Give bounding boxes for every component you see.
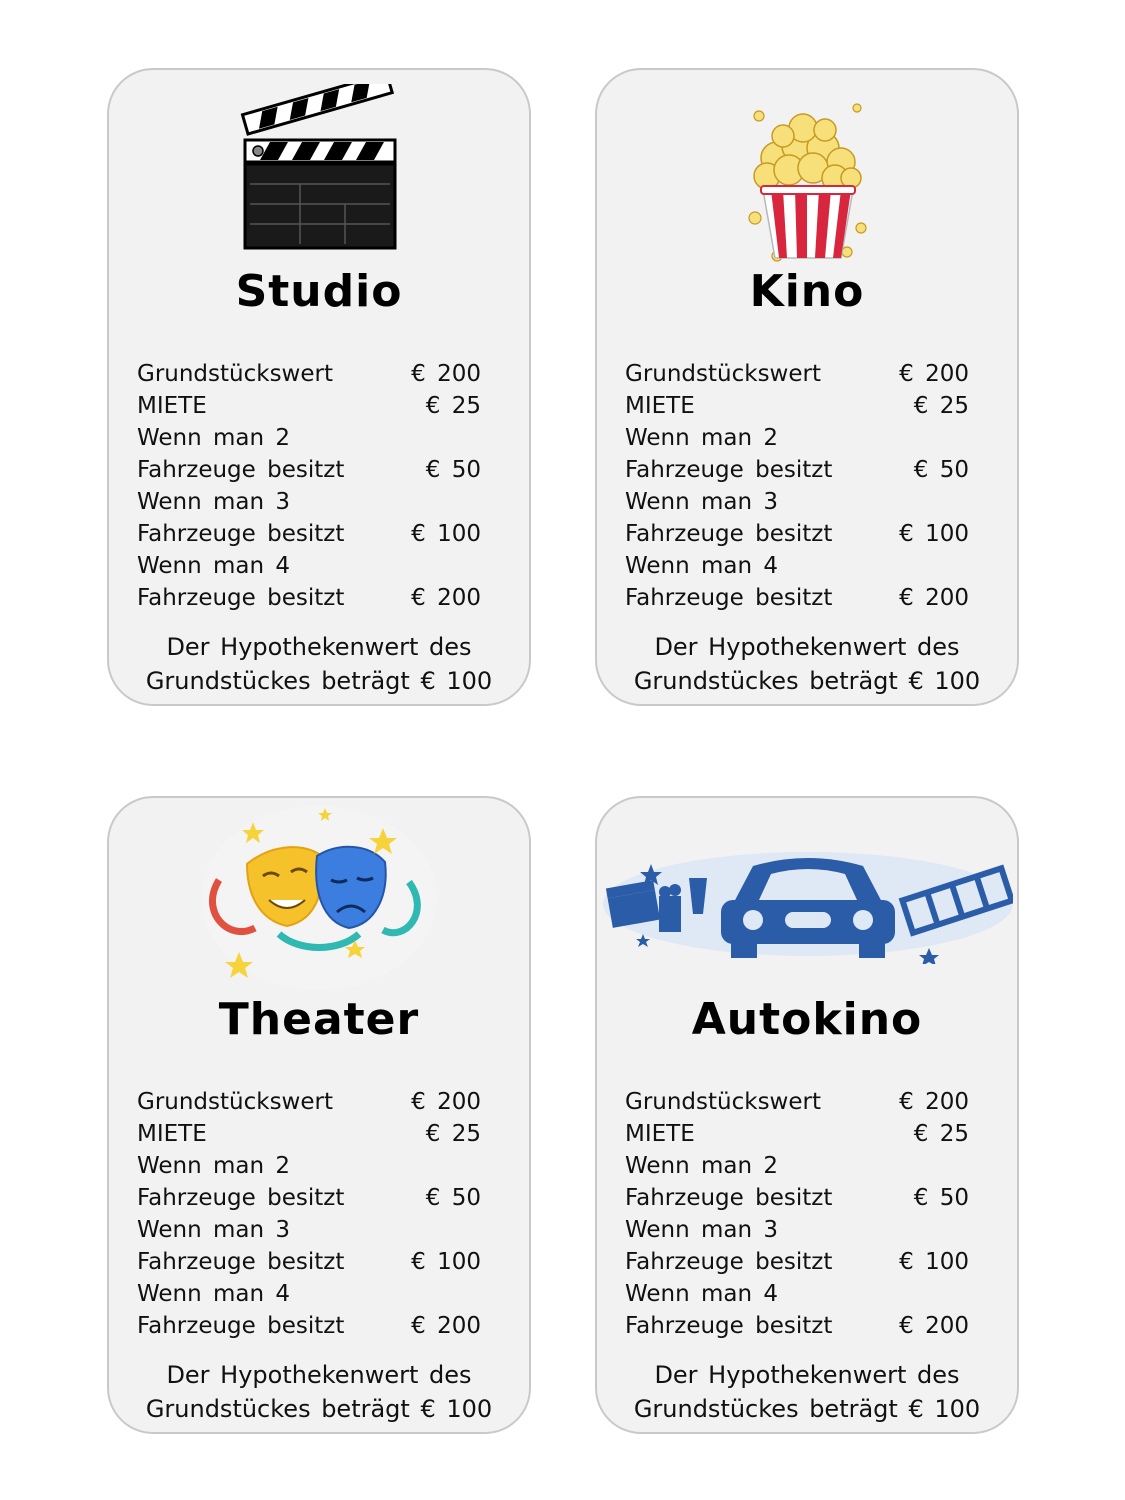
card-title: Autokino xyxy=(691,994,923,1045)
row-value: € 200 xyxy=(899,1089,969,1115)
row-label: Fahrzeuge besitzt xyxy=(625,521,833,547)
row-label: Grundstückswert xyxy=(625,1089,821,1115)
rent-row xyxy=(625,1182,969,1214)
row-label: Wenn man 3 xyxy=(137,489,291,515)
card-art xyxy=(597,70,1017,270)
row-label: Wenn man 2 xyxy=(625,425,779,451)
rent-row xyxy=(625,1246,969,1278)
row-value: € 25 xyxy=(425,393,481,419)
theater-masks-icon xyxy=(199,802,439,992)
mortgage-note xyxy=(109,1358,529,1426)
mortgage-note xyxy=(597,1358,1017,1426)
rent-row xyxy=(137,518,481,550)
rent-row xyxy=(625,1118,969,1150)
row-value: € 200 xyxy=(411,1089,481,1115)
rent-row xyxy=(625,454,969,486)
rent-row xyxy=(137,1182,481,1214)
row-value: € 200 xyxy=(899,585,969,611)
row-value: € 100 xyxy=(411,1249,481,1275)
rent-row xyxy=(137,358,481,390)
row-label: Fahrzeuge besitzt xyxy=(137,457,345,483)
rent-row xyxy=(625,358,969,390)
row-value: € 50 xyxy=(425,1185,481,1211)
row-label: Fahrzeuge besitzt xyxy=(625,1313,833,1339)
rent-row xyxy=(137,1246,481,1278)
rent-row xyxy=(625,518,969,550)
row-label: Wenn man 2 xyxy=(137,1153,291,1179)
mortgage-note xyxy=(109,630,529,698)
mortgage-note xyxy=(597,630,1017,698)
rent-table xyxy=(625,358,969,614)
drive-in-car-icon xyxy=(603,844,1013,964)
row-label: Wenn man 3 xyxy=(137,1217,291,1243)
row-value: € 200 xyxy=(411,361,481,387)
row-value: € 200 xyxy=(899,361,969,387)
row-value: € 50 xyxy=(913,1185,969,1211)
row-value: € 25 xyxy=(425,1121,481,1147)
card-title: Kino xyxy=(749,266,865,317)
rent-table xyxy=(625,1086,969,1342)
mortgage-note-line: Der Hypothekenwert des xyxy=(166,1361,472,1389)
card-title: Studio xyxy=(235,266,403,317)
rent-table xyxy=(137,358,481,614)
row-value: € 200 xyxy=(411,585,481,611)
row-label: Fahrzeuge besitzt xyxy=(625,1185,833,1211)
rent-row xyxy=(625,1086,969,1118)
row-label: MIETE xyxy=(137,393,207,419)
row-label: Wenn man 2 xyxy=(137,425,291,451)
row-label: Wenn man 4 xyxy=(625,1281,779,1307)
mortgage-note-line: Grundstückes beträgt € 100 xyxy=(145,667,493,695)
row-value: € 100 xyxy=(899,1249,969,1275)
property-card-studio xyxy=(107,68,531,706)
rent-row xyxy=(137,1118,481,1150)
row-label: MIETE xyxy=(137,1121,207,1147)
row-label: Grundstückswert xyxy=(625,361,821,387)
rent-row xyxy=(137,1086,481,1118)
mortgage-note-line: Der Hypothekenwert des xyxy=(654,633,960,661)
rent-row xyxy=(625,1278,969,1310)
row-label: MIETE xyxy=(625,393,695,419)
property-card-autokino xyxy=(595,796,1019,1434)
row-label: Fahrzeuge besitzt xyxy=(137,1313,345,1339)
rent-row xyxy=(625,1150,969,1182)
row-label: Wenn man 3 xyxy=(625,1217,779,1243)
mortgage-note-line: Grundstückes beträgt € 100 xyxy=(145,1395,493,1423)
rent-row xyxy=(625,1310,969,1342)
row-label: Wenn man 2 xyxy=(625,1153,779,1179)
property-card-theater xyxy=(107,796,531,1434)
mortgage-note-line: Der Hypothekenwert des xyxy=(166,633,472,661)
rent-row xyxy=(625,486,969,518)
mortgage-note-line: Der Hypothekenwert des xyxy=(654,1361,960,1389)
row-value: € 50 xyxy=(913,457,969,483)
rent-row xyxy=(625,1214,969,1246)
popcorn-icon xyxy=(737,78,877,268)
row-label: Fahrzeuge besitzt xyxy=(137,585,345,611)
rent-row xyxy=(137,454,481,486)
rent-row xyxy=(625,390,969,422)
row-label: Fahrzeuge besitzt xyxy=(137,521,345,547)
rent-row xyxy=(137,582,481,614)
rent-row xyxy=(137,1278,481,1310)
rent-row xyxy=(625,582,969,614)
row-label: Wenn man 3 xyxy=(625,489,779,515)
rent-row xyxy=(137,486,481,518)
row-label: Fahrzeuge besitzt xyxy=(625,585,833,611)
row-label: Fahrzeuge besitzt xyxy=(625,1249,833,1275)
row-value: € 200 xyxy=(899,1313,969,1339)
row-value: € 25 xyxy=(913,1121,969,1147)
row-label: Grundstückswert xyxy=(137,361,333,387)
rent-row xyxy=(625,422,969,454)
row-label: Fahrzeuge besitzt xyxy=(137,1185,345,1211)
card-title: Theater xyxy=(218,994,420,1045)
rent-row xyxy=(137,390,481,422)
rent-row xyxy=(137,550,481,582)
rent-row xyxy=(625,550,969,582)
mortgage-note-line: Grundstückes beträgt € 100 xyxy=(633,667,981,695)
rent-table xyxy=(137,1086,481,1342)
mortgage-note-line: Grundstückes beträgt € 100 xyxy=(633,1395,981,1423)
row-value: € 25 xyxy=(913,393,969,419)
rent-row xyxy=(137,1150,481,1182)
row-value: € 100 xyxy=(899,521,969,547)
row-label: Wenn man 4 xyxy=(625,553,779,579)
row-label: Fahrzeuge besitzt xyxy=(625,457,833,483)
row-label: Grundstückswert xyxy=(137,1089,333,1115)
row-label: Wenn man 4 xyxy=(137,1281,291,1307)
row-label: Wenn man 4 xyxy=(137,553,291,579)
card-art xyxy=(597,798,1017,998)
rent-row xyxy=(137,1310,481,1342)
card-art xyxy=(109,798,529,998)
property-card-kino xyxy=(595,68,1019,706)
row-value: € 200 xyxy=(411,1313,481,1339)
row-value: € 50 xyxy=(425,457,481,483)
row-value: € 100 xyxy=(411,521,481,547)
row-label: Fahrzeuge besitzt xyxy=(137,1249,345,1275)
rent-row xyxy=(137,422,481,454)
rent-row xyxy=(137,1214,481,1246)
clapperboard-icon xyxy=(240,84,400,254)
row-label: MIETE xyxy=(625,1121,695,1147)
card-art xyxy=(109,70,529,270)
